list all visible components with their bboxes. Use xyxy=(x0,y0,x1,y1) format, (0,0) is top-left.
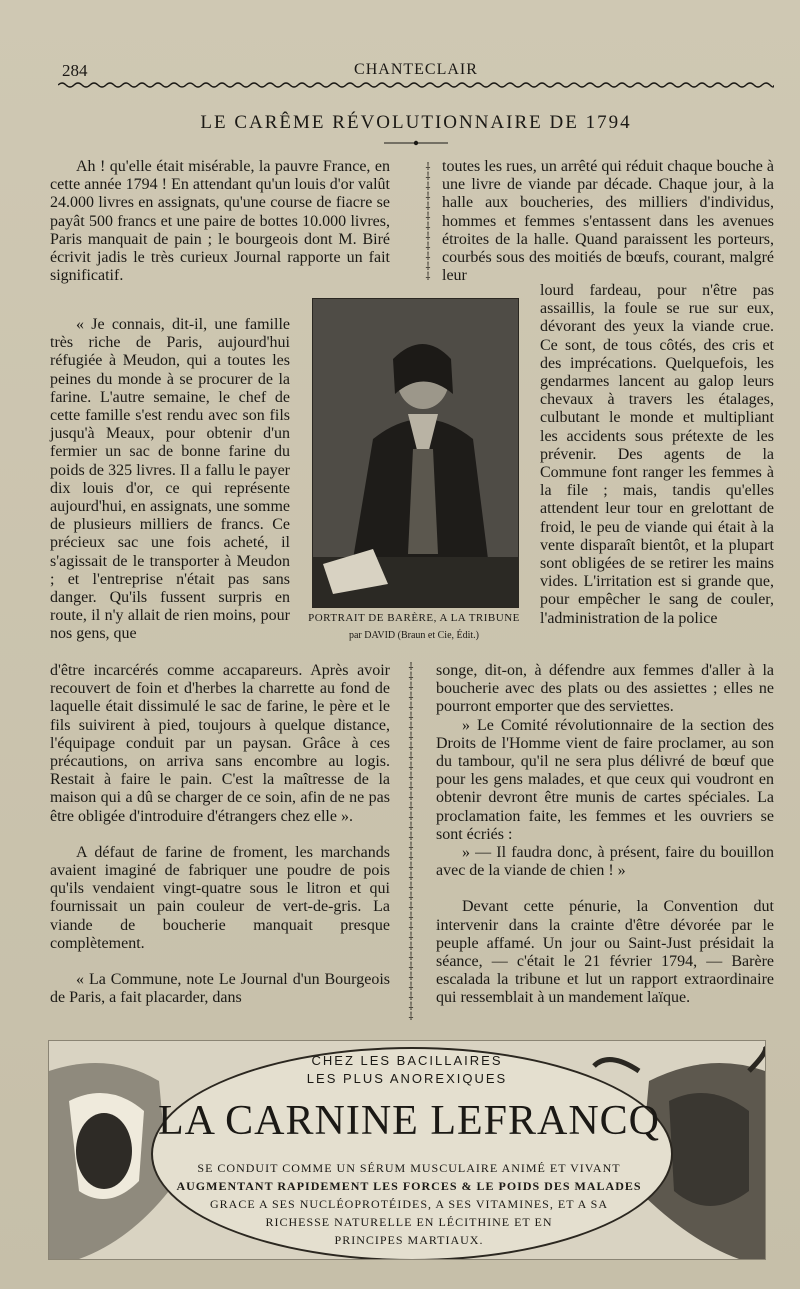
paragraph: Devant cette pénurie, la Convention dut intervenir dans la crainte d'être dévorée par le peuple affamé. Un jour ou Saint-Just présidait la séance, — c'était le 21 février 1794, — Barère escalada la tribune et lut un rapport extraordinaire qui ressemblait à un mandement laïque. xyxy=(436,898,774,1007)
paragraph: toutes les rues, un arrêté qui réduit chaque bouche à une livre de viande par décade. Chaque jour, à la halle aux boucheries, des milliers d'individus, hommes et femmes s'entassent dans les avenues étroites de la halle. Quand paraissent les porteurs, courbés sous des moitiés de bœufs, courant, malgré leur xyxy=(442,158,774,285)
right-column-narrow xyxy=(540,282,774,628)
header-wavy-rule xyxy=(58,80,774,90)
right-column-bottom xyxy=(436,662,774,1008)
ad-line: RICHESSE NATURELLE EN LÉCITHINE ET EN xyxy=(265,1215,553,1229)
right-column-top xyxy=(442,158,774,285)
ad-line: AUGMENTANT RAPIDEMENT LES FORCES & LE POIDS DES MALADES xyxy=(176,1179,642,1193)
column-separator-ornament: ⸸ ⸸ ⸸ ⸸ ⸸ ⸸ ⸸ ⸸ ⸸ ⸸ ⸸ ⸸ ⸸ ⸸ ⸸ ⸸ ⸸ ⸸ ⸸ ⸸ ⸸ ⸸ ⸸ ⸸ ⸸ ⸸ ⸸ ⸸ ⸸ ⸸ ⸸ ⸸ ⸸ ⸸ ⸸ ⸸ xyxy=(408,662,414,1022)
portrait-caption: PORTRAIT DE BARÈRE, A LA TRIBUNE xyxy=(308,612,520,624)
article-title: LE CARÊME RÉVOLUTIONNAIRE DE 1794 xyxy=(200,112,632,133)
barere-figure-illustration xyxy=(313,299,518,607)
left-column-top xyxy=(50,158,390,285)
column-separator-ornament: ⸸ ⸸ ⸸ ⸸ ⸸ ⸸ ⸸ ⸸ ⸸ ⸸ ⸸ ⸸ xyxy=(425,162,431,280)
paragraph: lourd fardeau, pour n'être pas assaillis, la foule se rue sur eux, dévorant des yeux la viande crue. Ce sont, de tous côtés, des cris et des imprécations. Quelquefois, les gendarmes lancent au galop leurs chevaux à travers les étalages, culbutant le monde et multipliant les accidents sous prétexte de les prévenir. Des agents de la Commune font ranger les femmes à la file ; mais, tandis qu'elles attendent leur tour en grelottant de froid, le peu de viande qui était à la vente disparaît bientôt, et la plupart sont obligées de se retirer les mains vides. L'irritation est si grande que, pour empêcher le sang de couler, l'administration de la police xyxy=(540,282,774,627)
ad-line: PRINCIPES MARTIAUX. xyxy=(334,1233,484,1247)
paragraph: A défaut de farine de froment, les marchands avaient imaginé de fabriquer une poudre de pois qu'ils vendaient vingt-quatre sous le litron et qui fournissait un pain couleur de vert-de-gris. La viande de boucherie manquait presque complètement. xyxy=(50,843,390,952)
paragraph: « Je connais, dit-il, une famille très riche de Paris, aujourd'hui réfugiée à Meudon, qui a toutes les peines du monde à se procurer de la farine. L'autre semaine, le chef de cette famille s'est rendu avec son fils jusqu'à Meaux, pour obtenir d'un fermier un sac de bonne farine du poids de 325 livres. Il a fallu le payer dix louis d'or, ce qui représente aujourd'hui, en assignats, une somme de plusieurs milliers de francs. Ce précieux sac une fois acheté, il s'agissait de le transporter à Meudon ; et l'entreprise n'était pas sans danger. Qu'ils fussent surpris en route, il n'y allait de rien moins, pour nos gens, que xyxy=(50,316,290,643)
left-column-bottom xyxy=(50,662,390,1007)
page-number: 284 xyxy=(62,61,88,80)
ad-line: GRACE A SES NUCLÉOPROTÉIDES, A SES VITAMINES, ET A SA xyxy=(210,1197,608,1211)
paragraph: d'être incarcérés comme accapareurs. Après avoir recouvert de foin et d'herbes la charrette au fond de laquelle était dissimulé le sac de farine, le père et le fils suivirent à pied, toujours à quelque distance, l'équipage conduit par un paysan. Grâce à ces précautions, on arriva sans encombre au logis. Restait à faire le pain. C'est la maîtresse de la maison qui a dû se charger de ce soin, afin de ne pas être obligée d'introduire d'étrangers chez elle ». xyxy=(50,662,390,825)
title-ornament xyxy=(384,140,448,146)
paragraph: Ah ! qu'elle était misérable, la pauvre France, en cette année 1794 ! En attendant qu'un louis d'or valût 24.000 livres en assignats, qu'une course de fiacre se payât 500 francs et une paire de bottes 10.000 livres, Paris manquait de pain ; le bourgeois dont M. Biré écrivit jadis le très curieux Journal rapporte un fait significatif. xyxy=(50,158,390,285)
left-column-narrow xyxy=(50,316,290,644)
paragraph: » — Il faudra donc, à présent, faire du bouillon avec de la viande de chien ! » xyxy=(436,844,774,880)
running-header xyxy=(58,58,774,80)
portrait-image xyxy=(312,298,519,608)
paragraph: « La Commune, note Le Journal d'un Bourgeois de Paris, a fait placarder, dans xyxy=(50,971,390,1007)
journal-name: CHANTECLAIR xyxy=(354,61,478,78)
advertisement xyxy=(48,1040,766,1260)
portrait-credit: par DAVID (Braun et Cie, Édit.) xyxy=(348,630,480,641)
ad-subheadline: LES PLUS ANOREXIQUES xyxy=(306,1071,508,1086)
ad-brand-name: LA CARNINE LEFRANCQ xyxy=(157,1098,661,1144)
ad-headline: CHEZ LES BACILLAIRES xyxy=(311,1053,503,1068)
paragraph: songe, dit-on, à défendre aux femmes d'aller à la boucherie avec des plats ou des assiettes ; elles ne pourront emporter que des serviettes. xyxy=(436,662,774,716)
ad-line: SE CONDUIT COMME UN SÉRUM MUSCULAIRE ANIMÉ ET VIVANT xyxy=(197,1161,621,1175)
paragraph: » Le Comité révolutionnaire de la section des Droits de l'Homme vient de faire proclamer, au son du tambour, qu'il ne sera plus délivré de bœuf que pour les gens malades, et que ceux qui voudront en obtenir devront être munis de cartes spéciales. La proclamation faite, les femmes et les ouvriers se sont écriés : xyxy=(436,716,774,843)
